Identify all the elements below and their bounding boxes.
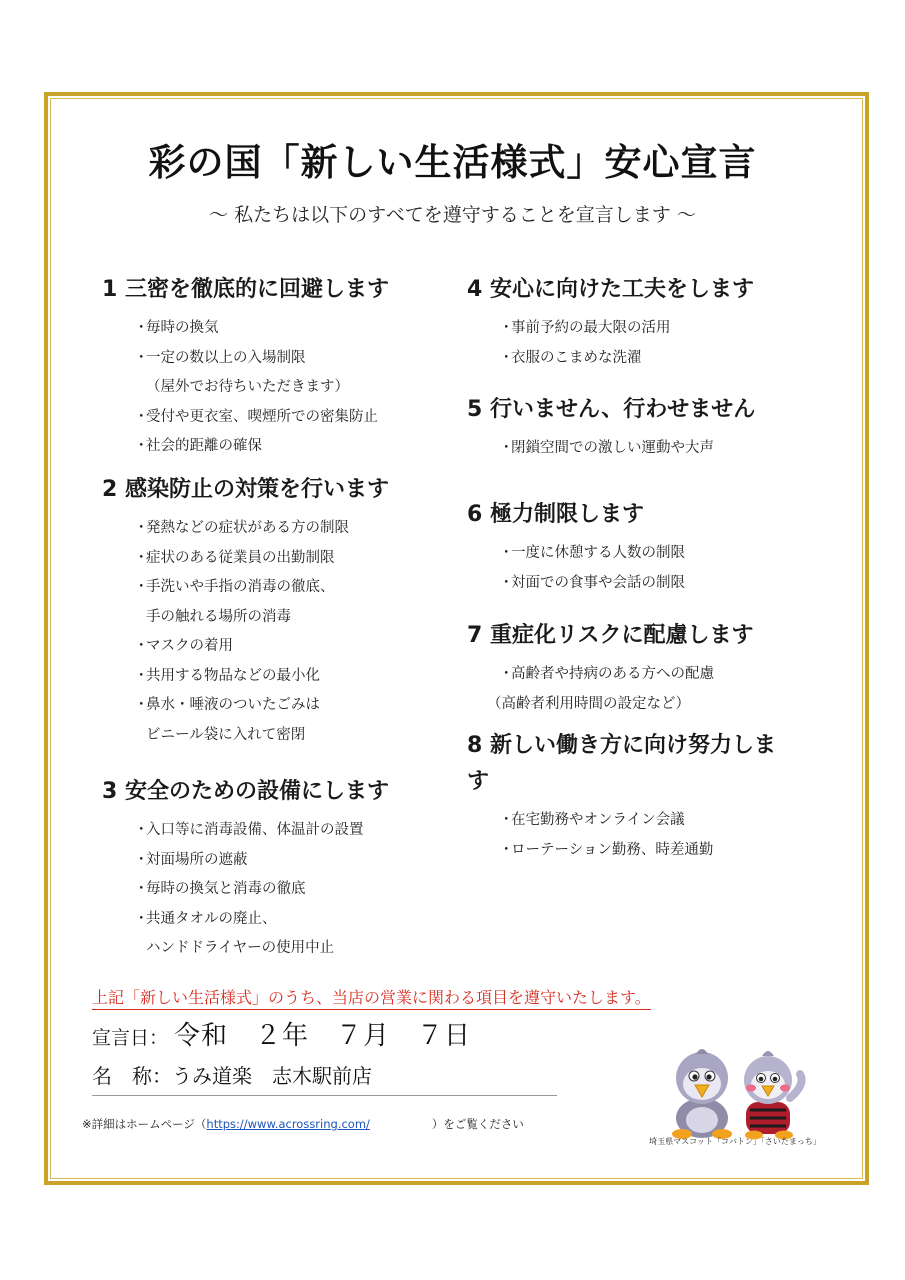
list-item: ・共通タオルの廃止、 (134, 910, 277, 927)
declaration-date-value: 令和 ２年 ７月 ７日 (174, 1021, 472, 1051)
list-item: ハンドドライヤーの使用中止 (146, 940, 335, 956)
list-item: ・閉鎖空間での激しい運動や大声 (499, 440, 714, 456)
section-heading: 5 行いません、行わせません (467, 397, 756, 422)
list-item: （屋外でお待ちいただきます） (146, 379, 349, 395)
homepage-link[interactable]: https://www.acrossring.com/ (206, 1117, 370, 1131)
list-item: ・発熱などの症状がある方の制限 (134, 520, 349, 536)
store-name-value: うみ道楽 志木駅前店 (172, 1064, 372, 1088)
mascot-caption: 埼玉県マスコット「コバトン」「さいたまっち」 (649, 1137, 821, 1146)
list-item: ・毎時の換気 (134, 320, 219, 336)
list-item: ・手洗いや手指の消毒の徹底、 (134, 579, 335, 595)
section-2 (102, 472, 452, 750)
list-item: ・マスクの着用 (134, 638, 233, 654)
list-item: ・在宅勤務やオンライン会議 (499, 812, 685, 828)
declaration-date-label: 宣言日： (92, 1027, 169, 1049)
list-item: ・ローテーション勤務、時差通勤 (499, 841, 714, 858)
mascot-illustration (650, 1040, 820, 1140)
section-8 (467, 728, 787, 865)
list-item: ビニール袋に入れて密閉 (146, 726, 306, 743)
store-name-row (92, 1060, 557, 1096)
footnote-prefix: ※詳細はホームページ（ (82, 1117, 207, 1131)
page-title: 彩の国「新しい生活様式」安心宣言 (148, 141, 757, 184)
saitamacchi-mascot (744, 1051, 802, 1140)
section-7 (467, 618, 812, 719)
list-item: ・高齢者や持病のある方への配慮 (499, 666, 714, 682)
list-item: ・毎時の換気と消毒の徹底 (134, 881, 306, 897)
footnote-suffix: ）をご覧ください (431, 1117, 524, 1131)
section-heading: 4 安心に向けた工夫をします (467, 277, 754, 302)
list-item: ・対面での食事や会話の制限 (499, 574, 685, 591)
list-item: （高齢者利用時間の設定など） (487, 695, 690, 712)
list-item: ・一定の数以上の入場制限 (134, 349, 306, 366)
section-5 (467, 392, 812, 464)
list-item: ・一度に休憩する人数の制限 (499, 545, 685, 561)
section-heading: 8 新しい働き方に向け努力します (467, 733, 776, 794)
list-item: ・事前予約の最大限の活用 (499, 320, 671, 336)
section-heading: 2 感染防止の対策を行います (102, 477, 389, 502)
section-items (467, 660, 812, 719)
section-items (467, 434, 812, 464)
section-1 (102, 272, 452, 462)
list-item: ・社会的距離の確保 (134, 438, 262, 454)
section-heading: 6 極力制限します (467, 502, 644, 527)
section-items (102, 816, 452, 964)
section-4 (467, 272, 812, 373)
section-items (102, 314, 452, 462)
store-name-label: 名 称： (92, 1064, 172, 1088)
section-3 (102, 774, 452, 964)
section-heading: 3 安全のための設備にします (102, 779, 389, 804)
list-item: ・衣服のこまめな洗濯 (499, 349, 642, 366)
section-heading: 1 三密を徹底的に回避します (102, 277, 389, 302)
list-item: ・症状のある従業員の出勤制限 (134, 549, 335, 566)
section-items (467, 806, 787, 865)
list-item: 手の触れる場所の消毒 (146, 608, 291, 625)
list-item: ・共用する物品などの最小化 (134, 667, 320, 684)
section-6 (467, 497, 812, 598)
page-subtitle: ～ 私たちは以下のすべてを遵守することを宣言します ～ (209, 204, 696, 226)
compliance-notice: 上記「新しい生活様式」のうち、当店の営業に関わる項目を遵守いたします。 (92, 985, 651, 1010)
list-item: ・受付や更衣室、喫煙所での密集防止 (134, 408, 378, 425)
list-item: ・鼻水・唾液のついたごみは (134, 697, 320, 713)
section-items (467, 314, 812, 373)
footnote (82, 1116, 524, 1132)
list-item: ・入口等に消毒設備、体温計の設置 (134, 822, 364, 838)
kobaton-mascot (672, 1049, 732, 1139)
list-item: ・対面場所の遮蔽 (134, 851, 248, 868)
section-items (102, 514, 452, 750)
section-heading: 7 重症化リスクに配慮します (467, 623, 754, 648)
declaration-date-row (92, 1015, 471, 1052)
section-items (467, 539, 812, 598)
